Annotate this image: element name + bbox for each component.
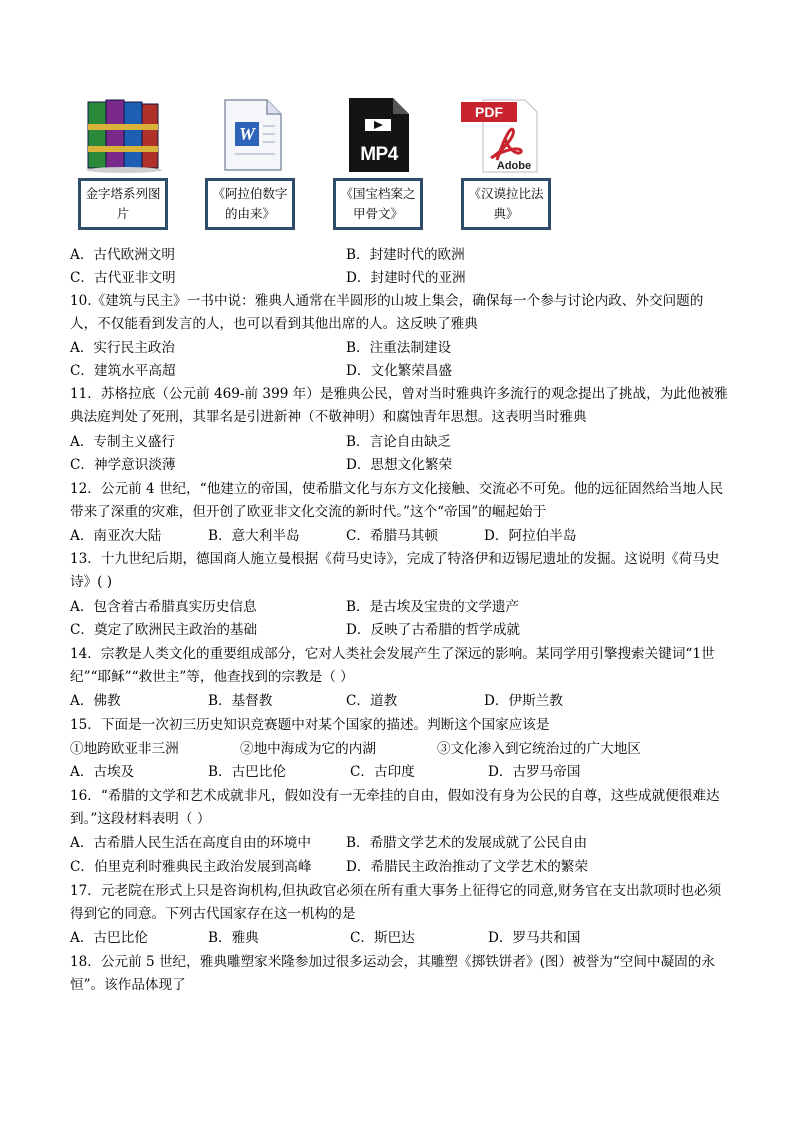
option[interactable]: B．古巴比伦 xyxy=(208,764,286,780)
option[interactable]: D．古罗马帝国 xyxy=(488,764,581,780)
q16-options-row-1 xyxy=(70,832,730,855)
option[interactable]: B．是古埃及宝贵的文学遗产 xyxy=(346,599,520,615)
resource-card-books[interactable] xyxy=(78,96,170,221)
option[interactable]: B．封建时代的欧洲 xyxy=(346,247,465,263)
option[interactable]: B．雅典 xyxy=(208,930,259,946)
pdf-adobe-icon xyxy=(461,96,553,174)
resource-icon-row xyxy=(0,96,794,241)
q13-options-row-2 xyxy=(70,619,730,642)
question-12-stem: 12．公元前 4 世纪，“他建立的帝国，使希腊文化与东方文化接触、交流必不可免。他的远征固然给当地人民带来了深重的灾难，但开创了欧亚非文化交流的新时代。”这个“帝国”的崛起始于 xyxy=(70,481,724,521)
question-10-stem: 10.《建筑与民主》一书中说：雅典人通常在半圆形的山坡上集会，确保每一个参与讨论内政、外交问题的人，不仅能看到发言的人，也可以看到其他出席的人。这反映了雅典 xyxy=(70,293,704,333)
option[interactable]: B．注重法制建设 xyxy=(346,340,452,356)
option[interactable]: A．南亚次大陆 xyxy=(70,528,162,544)
option[interactable]: B．意大利半岛 xyxy=(208,528,300,544)
clue: ②地中海成为它的内湖 xyxy=(240,741,376,757)
q12-options-row xyxy=(70,525,730,548)
option[interactable]: C．希腊马其顿 xyxy=(346,528,438,544)
q10-options-row-2 xyxy=(70,360,730,383)
resource-label: 《汉谟拉比法典》 xyxy=(461,178,551,230)
question-13-stem: 13．十九世纪后期，德国商人施立曼根据《荷马史诗》，完成了特洛伊和迈锡尼遗址的发掘。这说明《荷马史诗》( ) xyxy=(70,551,720,591)
q11-options-row-1 xyxy=(70,431,730,454)
resource-label: 《阿拉伯数字的由来》 xyxy=(205,178,295,230)
option[interactable]: C．伯里克利时雅典民主政治发展到高峰 xyxy=(70,859,312,875)
mp4-badge: MP4 xyxy=(360,144,398,165)
q14-options-row xyxy=(70,690,730,713)
q11-options-row-2 xyxy=(70,454,730,477)
pdf-badge: PDF xyxy=(475,104,503,120)
option[interactable]: A．实行民主政治 xyxy=(70,340,175,356)
option[interactable]: D．文化繁荣昌盛 xyxy=(346,363,453,379)
q10-options-row-1 xyxy=(70,337,730,360)
mp4-file-icon xyxy=(333,96,425,174)
option[interactable]: D．阿拉伯半岛 xyxy=(484,528,577,544)
option[interactable]: B．言论自由缺乏 xyxy=(346,434,452,450)
option[interactable]: D．罗马共和国 xyxy=(488,930,581,946)
option[interactable]: D．伊斯兰教 xyxy=(484,693,563,709)
adobe-brand: Adobe xyxy=(496,160,532,172)
option[interactable]: B．基督教 xyxy=(208,693,273,709)
book-stack-icon xyxy=(78,96,170,174)
resource-label: 《国宝档案之甲骨文》 xyxy=(333,178,423,230)
option[interactable]: C．奠定了欧洲民主政治的基础 xyxy=(70,622,258,638)
clue: ①地跨欧亚非三洲 xyxy=(70,741,179,757)
option[interactable]: D．封建时代的亚洲 xyxy=(346,270,466,286)
option[interactable]: C．古印度 xyxy=(350,764,415,780)
resource-card-mp4[interactable] xyxy=(333,96,425,221)
question-14-stem: 14．宗教是人类文化的重要组成部分，它对人类社会发展产生了深远的影响。某同学用引擎搜索关键词“1世纪”“耶稣”“救世主”等，他查找到的宗教是（ ） xyxy=(70,646,715,686)
option[interactable]: C．神学意识淡薄 xyxy=(70,457,176,473)
option[interactable]: C．道教 xyxy=(346,693,398,709)
q15-options-row xyxy=(70,761,730,784)
resource-label: 金字塔系列图片 xyxy=(78,178,168,230)
option[interactable]: A．古巴比伦 xyxy=(70,930,148,946)
svg-text:W: W xyxy=(238,124,256,144)
option[interactable]: D．希腊民主政治推动了文学艺术的繁荣 xyxy=(346,859,588,875)
resource-card-pdf[interactable] xyxy=(461,96,553,221)
option[interactable]: C．斯巴达 xyxy=(350,930,415,946)
option[interactable]: A．古代欧洲文明 xyxy=(70,247,175,263)
option[interactable]: A．古希腊人民生活在高度自由的环境中 xyxy=(70,835,311,851)
option[interactable]: A．古埃及 xyxy=(70,764,135,780)
question-16-stem: 16．“希腊的文学和艺术成就非凡，假如没有一无牵挂的自由，假如没有身为公民的自尊，这些成就便很难达到。”这段材料表明（ ） xyxy=(70,788,720,828)
word-document-icon xyxy=(205,96,297,174)
q16-options-row-2 xyxy=(70,856,730,879)
question-17-stem: 17．元老院在形式上只是咨询机构,但执政官必须在所有重大事务上征得它的同意,财务官在支出款项时也必须得到它的同意。下列古代国家存在这一机构的是 xyxy=(70,883,722,923)
option[interactable]: C．古代亚非文明 xyxy=(70,270,176,286)
option[interactable]: D．思想文化繁荣 xyxy=(346,457,453,473)
question-15-stem: 15．下面是一次初三历史知识竞赛题中对某个国家的描述。判断这个国家应该是 xyxy=(70,717,550,733)
q9-options-row-1 xyxy=(70,244,730,267)
q13-options-row-1 xyxy=(70,596,730,619)
option[interactable]: A．专制主义盛行 xyxy=(70,434,175,450)
option[interactable]: A．包含着古希腊真实历史信息 xyxy=(70,599,257,615)
q15-clues-row xyxy=(70,738,730,761)
question-18-stem: 18．公元前 5 世纪，雅典雕塑家米隆参加过很多运动会，其雕塑《掷铁饼者》(图）被誉为“空间中凝固的永恒”。该作品体现了 xyxy=(70,954,715,994)
q17-options-row xyxy=(70,927,730,950)
question-11-stem: 11．苏格拉底（公元前 469-前 399 年）是雅典公民，曾对当时雅典许多流行的观念提出了挑战，为此他被雅典法庭判处了死刑，其罪名是引进新神（不敬神明）和腐蚀青年思想。这表明当时雅典 xyxy=(70,386,728,426)
option[interactable]: B．希腊文学艺术的发展成就了公民自由 xyxy=(346,835,588,851)
option[interactable]: D．反映了古希腊的哲学成就 xyxy=(346,622,521,638)
resource-card-word[interactable] xyxy=(205,96,297,221)
clue: ③文化渗入到它统治过的广大地区 xyxy=(437,741,641,757)
q9-options-row-2 xyxy=(70,267,730,290)
option[interactable]: C．建筑水平高超 xyxy=(70,363,176,379)
option[interactable]: A．佛教 xyxy=(70,693,121,709)
